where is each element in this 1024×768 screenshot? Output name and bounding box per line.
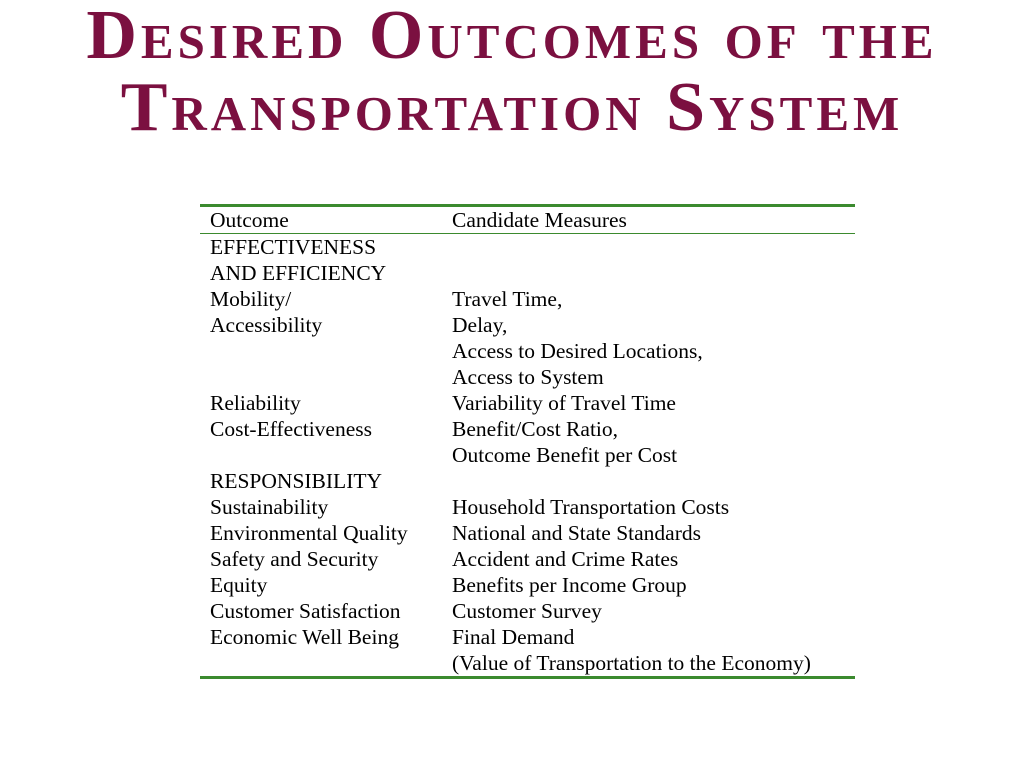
measure-cell: Access to System	[452, 365, 604, 389]
measure-cell: Outcome Benefit per Cost	[452, 443, 678, 467]
outcomes-table	[200, 204, 855, 679]
measure-cell	[452, 468, 855, 494]
table-row	[200, 312, 855, 338]
outcome-cell: Economic Well Being	[210, 625, 399, 649]
measure-cell: Benefits per Income Group	[452, 573, 687, 597]
outcome-cell: Sustainability	[210, 495, 329, 519]
table-row	[200, 546, 855, 572]
table-row	[200, 520, 855, 546]
outcome-cell: Equity	[210, 573, 268, 597]
table-row	[200, 338, 855, 364]
outcome-cell	[200, 650, 452, 676]
table-row	[200, 260, 855, 286]
table-row	[200, 572, 855, 598]
outcome-cell: Environmental Quality	[210, 521, 408, 545]
outcome-cell: Reliability	[210, 391, 301, 415]
table-row	[200, 442, 855, 468]
table-header-row	[200, 207, 855, 234]
title-line-2: Transportation System	[120, 69, 904, 146]
outcome-cell	[200, 442, 452, 468]
measure-cell: Access to Desired Locations,	[452, 339, 703, 363]
measure-cell: Household Transportation Costs	[452, 495, 730, 519]
measure-cell: Accident and Crime Rates	[452, 547, 679, 571]
table-row	[200, 494, 855, 520]
outcome-column-header: Outcome	[210, 208, 289, 232]
table-row	[200, 286, 855, 312]
table-row	[200, 650, 855, 676]
table-row	[200, 624, 855, 650]
table-row	[200, 390, 855, 416]
measure-cell: (Value of Transportation to the Economy)	[452, 651, 811, 675]
outcome-cell: Customer Satisfaction	[210, 599, 401, 623]
measures-column-header: Candidate Measures	[452, 208, 627, 232]
table-row	[200, 364, 855, 390]
table-row	[200, 598, 855, 624]
measure-cell: Delay,	[452, 313, 508, 337]
measure-cell	[452, 234, 855, 260]
outcome-cell	[200, 338, 452, 364]
table-row	[200, 468, 855, 494]
outcome-cell: Mobility/	[210, 287, 292, 311]
measure-cell: Final Demand	[452, 625, 575, 649]
outcome-cell: Accessibility	[210, 313, 323, 337]
measure-cell: Customer Survey	[452, 599, 602, 623]
table-row	[200, 416, 855, 442]
outcome-cell: Safety and Security	[210, 547, 379, 571]
title-line-1: Desired Outcomes of the	[86, 0, 938, 74]
outcome-cell: EFFECTIVENESS	[210, 235, 377, 259]
outcome-cell: Cost-Effectiveness	[210, 417, 373, 441]
outcome-cell: RESPONSIBILITY	[210, 469, 383, 493]
outcome-cell	[200, 364, 452, 390]
measure-cell: National and State Standards	[452, 521, 701, 545]
measure-cell: Benefit/Cost Ratio,	[452, 417, 619, 441]
measure-cell	[452, 260, 855, 286]
measure-cell: Travel Time,	[452, 287, 563, 311]
table-row	[200, 234, 855, 260]
slide-title	[0, 0, 1024, 144]
outcome-cell: AND EFFICIENCY	[210, 261, 387, 285]
measure-cell: Variability of Travel Time	[452, 391, 676, 415]
